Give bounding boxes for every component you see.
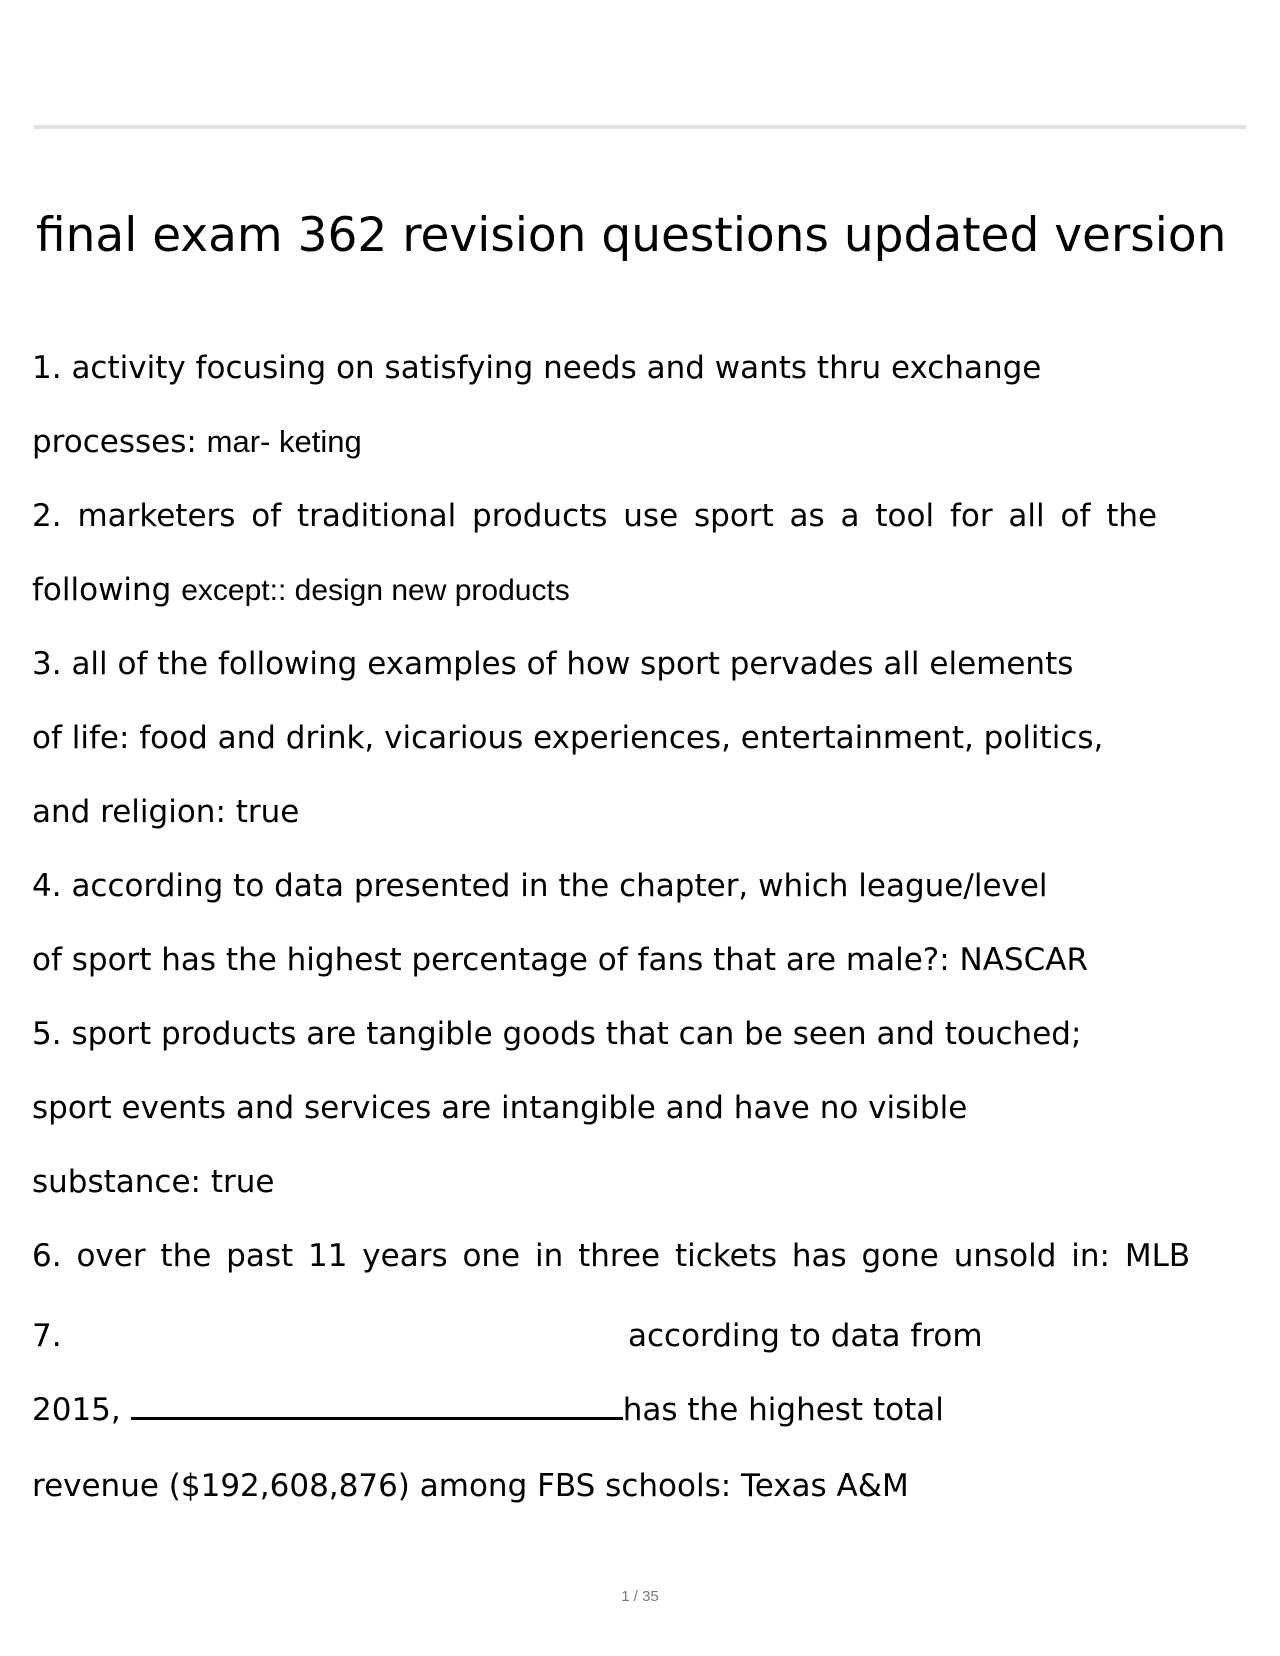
question-text: substance: true	[32, 1164, 275, 1200]
question-number: 7.	[32, 1318, 62, 1354]
question-text: of sport has the highest percentage of fans that are male?: NASCAR	[32, 942, 1088, 978]
question-answer: except:: design new products	[181, 574, 570, 607]
question-text: sport events and services are intangible and have no visible	[32, 1090, 968, 1126]
question-text: following	[32, 572, 172, 608]
question-number: 3.	[32, 646, 62, 682]
question-text: over the past 11 years one in three tickets has gone unsold in: MLB	[76, 1238, 1191, 1274]
question-text: according to data presented in the chapter, which league/level	[71, 868, 1048, 904]
question-text: has the highest total	[622, 1392, 944, 1428]
question-text: 2015,	[32, 1392, 121, 1428]
question-text: and religion: true	[32, 794, 300, 830]
question-text: processes:	[32, 424, 197, 460]
question-number: 1.	[32, 350, 62, 386]
question-number: 5.	[32, 1016, 62, 1052]
question-number: 6.	[32, 1238, 62, 1274]
header-divider	[34, 125, 1246, 129]
fill-in-blank	[131, 1417, 623, 1420]
question-text: all of the following examples of how sport pervades all elements	[71, 646, 1074, 682]
question-number: 4.	[32, 868, 62, 904]
question-text: activity focusing on satisfying needs and wants thru exchange	[71, 350, 1042, 386]
page-indicator: 1 / 35	[621, 1588, 659, 1605]
question-text: according to data from	[628, 1318, 983, 1354]
question-text: revenue ($192,608,876) among FBS schools: Texas A&M	[32, 1468, 909, 1504]
question-answer: mar- keting	[206, 424, 362, 459]
document-title: final exam 362 revision questions updated version	[36, 208, 1227, 263]
question-text: sport products are tangible goods that can be seen and touched;	[71, 1016, 1082, 1052]
question-number: 2.	[32, 498, 62, 534]
question-text: of life: food and drink, vicarious experiences, entertainment, politics,	[32, 720, 1104, 756]
question-text: marketers of traditional products use sport as a tool for all of the	[77, 498, 1158, 534]
